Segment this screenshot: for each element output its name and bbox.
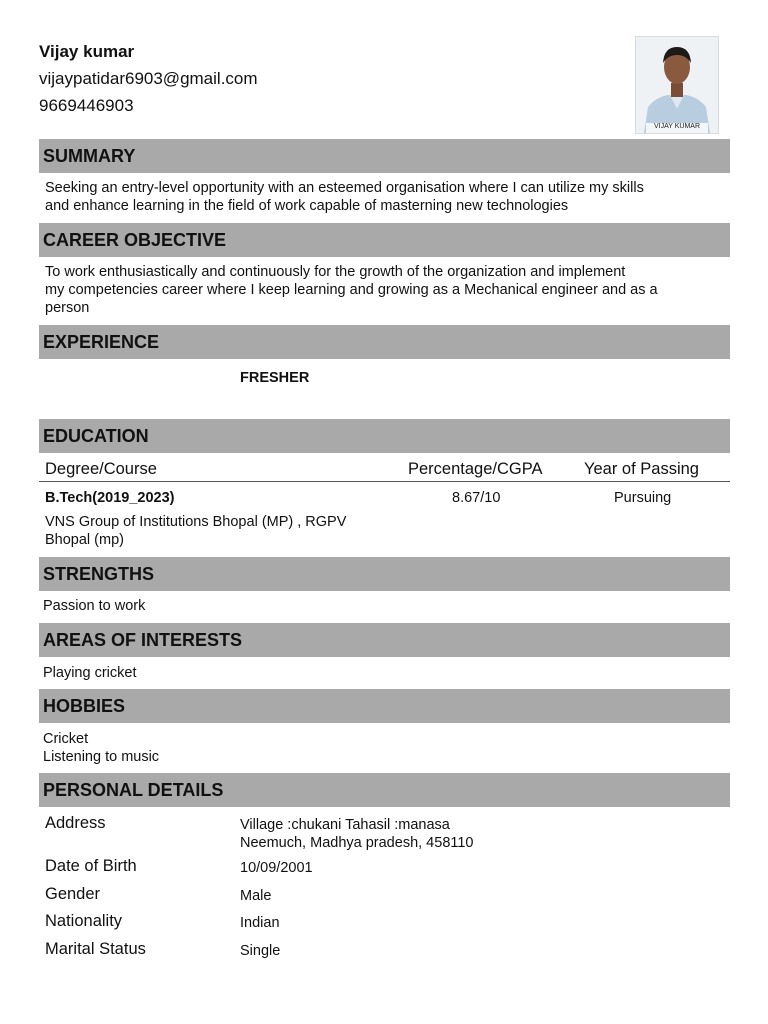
section-header-career-objective: CAREER OBJECTIVE xyxy=(39,223,730,257)
summary-line: Seeking an entry-level opportunity with an esteemed organisation where I can utilize my skills xyxy=(45,180,644,196)
address-label: Address xyxy=(45,814,106,832)
section-header-summary: SUMMARY xyxy=(39,139,730,173)
photo-caption: VIJAY KUMAR xyxy=(653,123,701,130)
profile-photo xyxy=(635,36,719,134)
gender-value: Male xyxy=(240,888,272,904)
hobby-item: Cricket xyxy=(43,731,89,747)
education-table-divider xyxy=(39,481,730,482)
marital-status-label: Marital Status xyxy=(45,940,146,958)
education-year: Pursuing xyxy=(614,490,672,506)
institution-line: Bhopal (mp) xyxy=(45,532,124,548)
objective-line: To work enthusiastically and continuously for the growth of the organization and implement xyxy=(45,264,626,280)
interest-item: Playing cricket xyxy=(43,665,137,681)
education-percentage: 8.67/10 xyxy=(452,490,501,506)
education-degree: B.Tech(2019_2023) xyxy=(45,490,175,506)
portrait-illustration xyxy=(636,37,718,133)
gender-label: Gender xyxy=(45,885,101,903)
dob-label: Date of Birth xyxy=(45,857,137,875)
summary-line: and enhance learning in the field of work capable of masterning new technologies xyxy=(45,198,569,214)
education-header-year: Year of Passing xyxy=(584,460,699,478)
institution-line: VNS Group of Institutions Bhopal (MP) , RGPV xyxy=(45,514,347,530)
education-institution xyxy=(45,513,346,549)
education-header-percentage: Percentage/CGPA xyxy=(408,460,543,478)
section-header-experience: EXPERIENCE xyxy=(39,325,730,359)
section-header-strengths: STRENGTHS xyxy=(39,557,730,591)
section-header-areas-of-interests: AREAS OF INTERESTS xyxy=(39,623,730,657)
email-text: vijaypatidar6903@gmail.com xyxy=(39,69,258,88)
section-header-education: EDUCATION xyxy=(39,419,730,453)
hobbies-list xyxy=(43,730,159,766)
strength-item: Passion to work xyxy=(43,598,146,614)
objective-text xyxy=(45,263,725,317)
section-header-hobbies: HOBBIES xyxy=(39,689,730,723)
phone-text: 9669446903 xyxy=(39,96,134,115)
nationality-value: Indian xyxy=(240,915,280,931)
summary-text xyxy=(45,179,725,215)
section-header-personal-details: PERSONAL DETAILS xyxy=(39,773,730,807)
objective-line: my competencies career where I keep learning and growing as a Mechanical engineer and as a xyxy=(45,282,658,298)
experience-value: FRESHER xyxy=(240,370,310,386)
hobby-item: Listening to music xyxy=(43,749,160,765)
address-value xyxy=(240,816,474,852)
nationality-label: Nationality xyxy=(45,912,123,930)
address-line: Village :chukani Tahasil :manasa xyxy=(240,817,450,833)
dob-value: 10/09/2001 xyxy=(240,860,313,876)
objective-line: person xyxy=(45,300,90,316)
candidate-name: Vijay kumar xyxy=(39,42,135,61)
marital-status-value: Single xyxy=(240,943,281,959)
address-line: Neemuch, Madhya pradesh, 458110 xyxy=(240,835,474,851)
education-header-degree: Degree/Course xyxy=(45,460,157,478)
